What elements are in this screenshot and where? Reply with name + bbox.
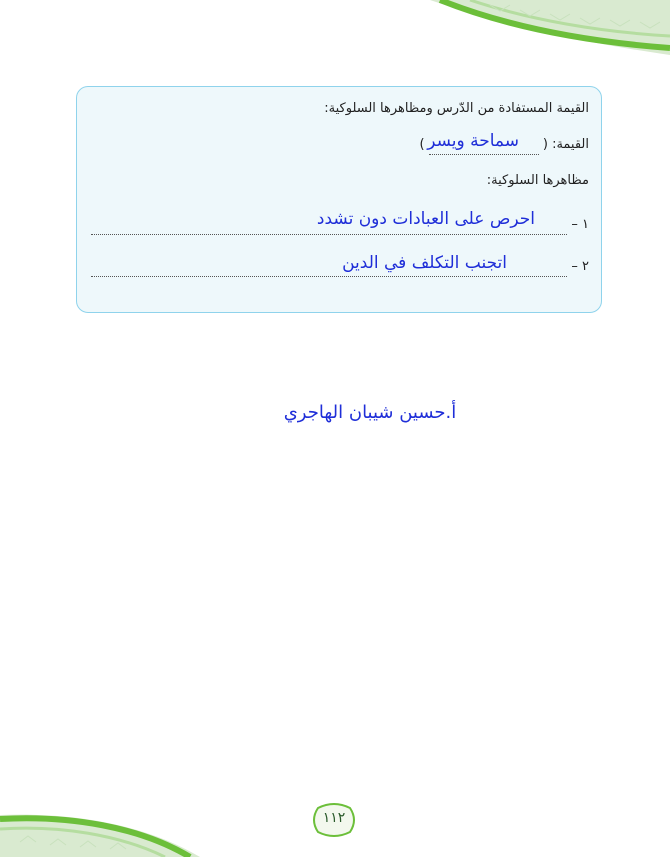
teacher-name: أ.حسين شيبان الهاجري <box>283 402 457 423</box>
value-close-paren: ) <box>419 137 425 152</box>
value-answer: سماحة ويسر <box>427 131 519 151</box>
item-number: ١ – <box>571 217 589 232</box>
manifestation-answer-1: احرص على العبادات دون تشدد <box>316 209 535 229</box>
value-open-paren: ( <box>542 137 548 152</box>
manifestations-label: مظاهرها السلوكية: <box>486 173 589 188</box>
manifestation-answer-2: اتجنب التكلف في الدين <box>342 253 507 273</box>
item-number: ٢ – <box>571 259 589 274</box>
box-heading: القيمة المستفادة من الدّرس ومظاهرها السلوكية: <box>324 101 589 116</box>
bottom-corner-ornament <box>0 797 200 857</box>
page-number: ١١٢ <box>322 810 346 826</box>
value-label: القيمة: <box>552 137 589 152</box>
top-corner-ornament <box>430 0 670 70</box>
lesson-value-box <box>76 86 602 313</box>
manifestation-row-2 <box>91 257 589 277</box>
